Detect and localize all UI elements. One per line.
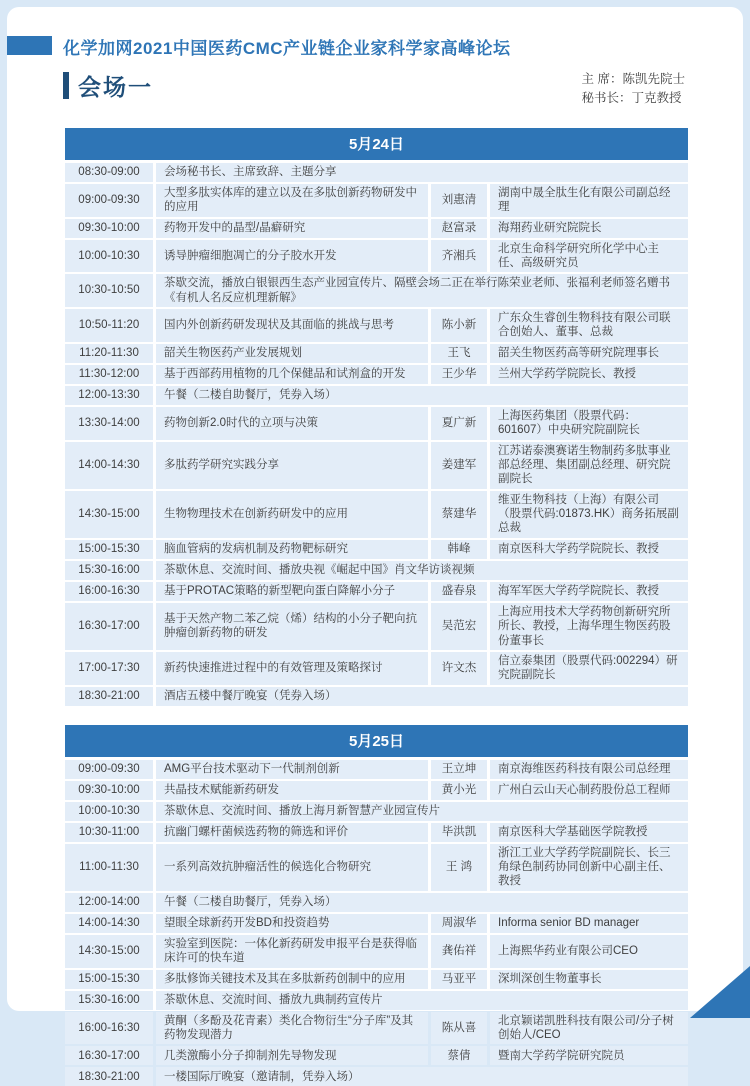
session-topic: 实验室到医院：一体化新药研发申报平台是获得临床许可的快车道 [156, 935, 428, 968]
session-row [65, 802, 688, 821]
schedule [65, 128, 688, 1086]
session-time: 16:30-17:00 [65, 603, 153, 650]
session-row [65, 914, 688, 933]
session-time: 09:00-09:30 [65, 184, 153, 217]
session-speaker: 黄小光 [431, 781, 487, 800]
session-topic: 抗幽门螺杆菌候选药物的筛选和评价 [156, 823, 428, 842]
session-time: 09:30-10:00 [65, 781, 153, 800]
session-time: 18:30-21:00 [65, 687, 153, 706]
session-org: 江苏诺泰澳赛诺生物制药多肽事业部总经理、集团副总经理、研究院副院长 [490, 442, 688, 489]
session-time: 10:30-10:50 [65, 274, 153, 307]
session-speaker: 夏广新 [431, 407, 487, 440]
session-row [65, 935, 688, 968]
session-org: 海翔药业研究院院长 [490, 219, 688, 238]
session-org: 南京海维医药科技有限公司总经理 [490, 760, 688, 779]
session-org: 兰州大学药学院院长、教授 [490, 365, 688, 384]
session-org: 南京医科大学基础医学院教授 [490, 823, 688, 842]
session-topic: 韶关生物医药产业发展规划 [156, 344, 428, 363]
title-accent-bar [7, 36, 52, 55]
venue-row [63, 69, 685, 109]
session-speaker: 齐湘兵 [431, 240, 487, 273]
session-topic: 生物物理技术在创新药研发中的应用 [156, 491, 428, 538]
forum-title-row [7, 34, 743, 56]
session-row [65, 184, 688, 217]
session-row [65, 365, 688, 384]
session-topic: 多肽药学研究实践分享 [156, 442, 428, 489]
session-speaker: 蔡建华 [431, 491, 487, 538]
session-org: Informa senior BD manager [490, 914, 688, 933]
session-org: 上海应用技术大学药物创新研究所所长、教授，上海华理生物医药股份董事长 [490, 603, 688, 650]
session-speaker: 王少华 [431, 365, 487, 384]
session-row [65, 386, 688, 405]
session-time: 15:30-16:00 [65, 991, 153, 1010]
session-row [65, 163, 688, 182]
session-org: 深圳深创生物董事长 [490, 970, 688, 989]
session-row [65, 687, 688, 706]
session-speaker: 龚佑祥 [431, 935, 487, 968]
session-topic: 一系列高效抗肿瘤活性的候选化合物研究 [156, 844, 428, 891]
session-row [65, 603, 688, 650]
venue-accent-bar [63, 72, 69, 99]
chair-line: 主 席：陈凯先院士 [581, 72, 685, 86]
session-topic: 多肽修饰关键技术及其在多肽新药创制中的应用 [156, 970, 428, 989]
officials-block [582, 69, 685, 109]
session-time: 09:30-10:00 [65, 219, 153, 238]
session-row [65, 652, 688, 685]
session-time: 16:30-17:00 [65, 1046, 153, 1065]
session-row [65, 561, 688, 580]
venue-title: 会场一 [78, 74, 153, 100]
session-topic: 国内外创新药研发现状及其面临的挑战与思考 [156, 309, 428, 342]
secretary-line: 秘书长：丁克教授 [581, 91, 682, 106]
session-speaker: 周淑华 [431, 914, 487, 933]
session-row [65, 844, 688, 891]
session-topic: 茶歇休息、交流时间、播放央视《崛起中国》肖文华访谈视频 [156, 561, 688, 580]
session-topic: 共晶技术赋能新药研发 [156, 781, 428, 800]
session-topic: 茶歇交流，播放白银银西生态产业园宣传片、隔壁会场二正在举行陈荣业老师、张福利老师签名赠书《有机人名反应机理新解》 [156, 274, 688, 307]
session-row [65, 970, 688, 989]
session-topic: 茶歇休息、交流时间、播放上海月新智慧产业园宣传片 [156, 802, 688, 821]
session-time: 12:00-13:30 [65, 386, 153, 405]
agenda-sheet [7, 7, 743, 1083]
session-row [65, 1067, 688, 1086]
session-time: 10:50-11:20 [65, 309, 153, 342]
session-speaker: 马亚平 [431, 970, 487, 989]
session-time: 15:00-15:30 [65, 970, 153, 989]
session-topic: 新药快速推进过程中的有效管理及策略探讨 [156, 652, 428, 685]
session-time: 16:00-16:30 [65, 582, 153, 601]
session-row [65, 582, 688, 601]
session-row [65, 823, 688, 842]
session-row [65, 781, 688, 800]
session-topic: 基于PROTAC策略的新型靶向蛋白降解小分子 [156, 582, 428, 601]
session-time: 10:00-10:30 [65, 240, 153, 273]
session-row [65, 760, 688, 779]
session-speaker: 刘惠清 [431, 184, 487, 217]
session-topic: 基于西部药用植物的几个保健品和试剂盒的开发 [156, 365, 428, 384]
session-org: 维亚生物科技（上海）有限公司（股票代码:01873.HK）商务拓展副总裁 [490, 491, 688, 538]
session-topic: 药物开发中的晶型/晶癖研究 [156, 219, 428, 238]
venue-heading [63, 69, 153, 102]
session-speaker: 韩峰 [431, 540, 487, 559]
session-time: 14:30-15:00 [65, 491, 153, 538]
session-speaker: 赵富录 [431, 219, 487, 238]
session-row [65, 407, 688, 440]
session-topic: 黄酮（多酚及花青素）类化合物衍生“分子库”及其药物发现潜力 [156, 1012, 428, 1045]
corner-triangle-decoration [690, 966, 750, 1018]
session-topic: 午餐（二楼自助餐厅，凭券入场） [156, 386, 688, 405]
session-topic: 几类激酶小分子抑制剂先导物发现 [156, 1046, 428, 1065]
session-org: 韶关生物医药高等研究院理事长 [490, 344, 688, 363]
session-speaker: 王 鸿 [431, 844, 487, 891]
session-speaker: 陈从喜 [431, 1012, 487, 1045]
session-org: 浙江工业大学药学院副院长、长三角绿色制药协同创新中心副主任、教授 [490, 844, 688, 891]
session-org: 海军军医大学药学院院长、教授 [490, 582, 688, 601]
session-topic: 酒店五楼中餐厅晚宴（凭券入场） [156, 687, 688, 706]
session-org: 广东众生睿创生物科技有限公司联合创始人、董事、总裁 [490, 309, 688, 342]
session-speaker: 陈小新 [431, 309, 487, 342]
session-org: 北京生命科学研究所化学中心主任、高级研究员 [490, 240, 688, 273]
session-topic: 一楼国际厅晚宴（邀请制，凭券入场） [156, 1067, 688, 1086]
session-speaker: 蔡倩 [431, 1046, 487, 1065]
session-row [65, 540, 688, 559]
session-time: 08:30-09:00 [65, 163, 153, 182]
session-topic: AMG平台技术驱动下一代制剂创新 [156, 760, 428, 779]
session-org: 暨南大学药学院研究院员 [490, 1046, 688, 1065]
session-topic: 诱导肿瘤细胞凋亡的分子胶水开发 [156, 240, 428, 273]
session-topic: 会场秘书长、主席致辞、主题分享 [156, 163, 688, 182]
session-topic: 药物创新2.0时代的立项与决策 [156, 407, 428, 440]
session-row [65, 991, 688, 1010]
day-header: 5月24日 [65, 128, 688, 160]
session-row [65, 219, 688, 238]
session-topic: 午餐（二楼自助餐厅，凭券入场） [156, 893, 688, 912]
session-row [65, 240, 688, 273]
session-speaker: 王飞 [431, 344, 487, 363]
session-row [65, 1012, 688, 1045]
schedule-day [65, 725, 688, 1086]
forum-title: 化学加网2021中国医药CMC产业链企业家科学家高峰论坛 [63, 39, 511, 58]
session-org: 信立泰集团（股票代码:002294）研究院副院长 [490, 652, 688, 685]
session-time: 11:00-11:30 [65, 844, 153, 891]
session-row [65, 491, 688, 538]
session-topic: 脑血管病的发病机制及药物靶标研究 [156, 540, 428, 559]
session-row [65, 344, 688, 363]
session-time: 15:30-16:00 [65, 561, 153, 580]
session-time: 14:00-14:30 [65, 914, 153, 933]
session-time: 13:30-14:00 [65, 407, 153, 440]
session-time: 14:00-14:30 [65, 442, 153, 489]
session-time: 14:30-15:00 [65, 935, 153, 968]
session-speaker: 王立坤 [431, 760, 487, 779]
session-org: 北京颖诺凯胜科技有限公司/分子树创始人/CEO [490, 1012, 688, 1045]
session-speaker: 毕洪凯 [431, 823, 487, 842]
session-topic: 望眼全球新药开发BD和投资趋势 [156, 914, 428, 933]
session-row [65, 893, 688, 912]
session-row [65, 442, 688, 489]
session-time: 09:00-09:30 [65, 760, 153, 779]
schedule-day [65, 128, 688, 706]
session-row [65, 274, 688, 307]
session-topic: 大型多肽实体库的建立以及在多肽创新药物研发中的应用 [156, 184, 428, 217]
session-time: 12:00-14:00 [65, 893, 153, 912]
session-org: 广州白云山天心制药股份总工程师 [490, 781, 688, 800]
session-time: 17:00-17:30 [65, 652, 153, 685]
day-header: 5月25日 [65, 725, 688, 757]
session-org: 上海熙华药业有限公司CEO [490, 935, 688, 968]
session-time: 10:30-11:00 [65, 823, 153, 842]
session-time: 11:30-12:00 [65, 365, 153, 384]
session-topic: 基于天然产物二苯乙烷（烯）结构的小分子靶向抗肿瘤创新药物的研发 [156, 603, 428, 650]
session-speaker: 盛春泉 [431, 582, 487, 601]
session-row [65, 309, 688, 342]
session-org: 南京医科大学药学院院长、教授 [490, 540, 688, 559]
day-rows [65, 163, 688, 706]
session-topic: 茶歇休息、交流时间、播放九典制药宣传片 [156, 991, 688, 1010]
day-rows [65, 760, 688, 1086]
session-time: 18:30-21:00 [65, 1067, 153, 1086]
session-time: 16:00-16:30 [65, 1012, 153, 1045]
session-row [65, 1046, 688, 1065]
session-time: 10:00-10:30 [65, 802, 153, 821]
session-time: 11:20-11:30 [65, 344, 153, 363]
session-org: 上海医药集团（股票代码：601607）中央研究院副院长 [490, 407, 688, 440]
session-speaker: 吴范宏 [431, 603, 487, 650]
session-speaker: 姜建军 [431, 442, 487, 489]
session-time: 15:00-15:30 [65, 540, 153, 559]
session-speaker: 许文杰 [431, 652, 487, 685]
session-org: 湖南中晟全肽生化有限公司副总经理 [490, 184, 688, 217]
